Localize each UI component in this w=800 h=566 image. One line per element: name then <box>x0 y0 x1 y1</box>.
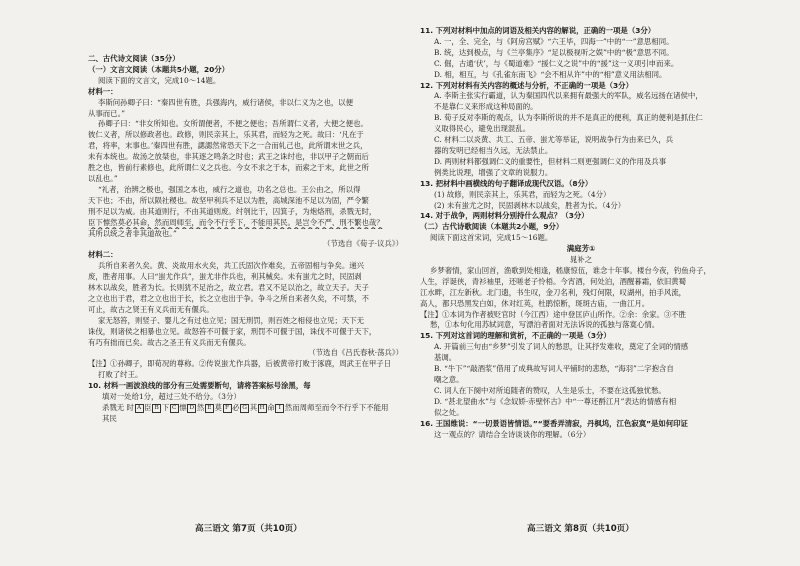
q15-option: A. 开篇前三句由“乡梦”引发了词人的愁思，让其抒发难收，奠定了全词的情感 <box>434 342 689 352</box>
q10-answer-box[interactable]: A <box>135 404 144 413</box>
m2-line: 有巧有拙而已矣。故古之圣王有义兵而无有偃兵。 <box>88 337 251 347</box>
q10-answer-box[interactable]: I <box>275 404 284 413</box>
q10-line: 填对一处给1分，超过三处不给分。（3分） <box>102 392 241 402</box>
m1-line: 其所以统之者非其道故也。” <box>88 228 177 238</box>
m2-line: 废，胜者用事。人曰“蚩尤作兵”，蚩尤非作兵也，利其械矣。未有蚩尤之时，民固剥 <box>88 272 362 282</box>
q12-option: 例类比说理，增强了文章的说服力。 <box>434 167 553 177</box>
q11-option: A. 一，全、完全，与《阿房宫赋》“六王毕，四海一”中的“一”意思相同。 <box>434 36 674 46</box>
m1-line: 君，将率，末事也。’秦四世有胜，諰諰然常恐天下之一合而轧己也，此所谓末世之兵， <box>88 141 368 151</box>
q10-answer-box[interactable]: B <box>152 404 161 413</box>
q11-line: 11. 下列对材料中加点的词语及相关内容的解说，正确的一项是（3分） <box>420 26 656 35</box>
sub2-instruction: 阅读下面这首宋词，完成15～16题。 <box>430 233 553 243</box>
m2-line: 诛伐，则诸侯之相暴也立见。故怒笞不可偃于家，刑罚不可偃于国，诛伐不可偃于天下， <box>88 326 377 336</box>
q11-option: D. 相，相互，与《孔雀东南飞》“会不相从许”中的“相”意义用法相同。 <box>434 69 667 79</box>
q15-option: C. 词人在下阕中对所追随者的赞叹，人生是乐士，不要在这孤独忧愁。 <box>434 385 666 395</box>
m1-line: 以乱也。” <box>88 173 118 183</box>
q15-line: 15. 下列对这首词的理解和赏析，不正确的一项是（3分） <box>420 331 611 341</box>
m2-line: 兵所自来者久矣。黄、炎故用水火矣，共工氏固次作难矣，五帝固相与争矣。递兴 <box>98 261 365 271</box>
poem-title: 满庭芳① <box>566 244 596 254</box>
q10-suffix: 然而周师至而令不行乎下不能用 <box>284 403 389 412</box>
q12-option: A. 李斯主张实行霸道，认为秦国四代以来拥有最强大的军队，威名远扬在诸侯中， <box>434 91 703 101</box>
q10-char: 命 <box>267 403 275 412</box>
q11-option: C. 倔，古通‘伏’，与《蜀道难》“援仁义之说”中的“援”这一义项引申而来。 <box>434 58 679 68</box>
material1-label: 材料一： <box>88 86 118 96</box>
page-footer-left: 高三语文 第7页（共10页） <box>195 524 302 534</box>
q10-answer-box[interactable]: D <box>187 404 196 413</box>
m2-line: 家无怒笞，则竖子、婴儿之有过也立见；国无刑罚，则百姓之相侵也立见；天下无 <box>98 315 365 325</box>
m2-line: 之立也出于君，君之立也出于长，长之立也出于争。争斗之所自来者久矣，不可禁，不 <box>88 293 369 303</box>
poem-line: 乡梦奢情，家山回首，渔歌到处相逢，嵇康惊伍，谁念十年事。楼台今夜，钓鱼舟子， <box>430 265 711 275</box>
note-line: 打败了纣王。 <box>98 370 143 380</box>
subsection-title: （一）文言文阅读（本题共5小题，20分） <box>88 64 230 74</box>
q11-option: B. 统，达到极点，与《兰亭集序》“足以极视听之娱”中的“极”意思不同。 <box>434 47 674 57</box>
q10-char: 然 <box>196 403 205 412</box>
q15-option: B. “牛下”“敲酒浆”借用了成典故写词人平铺时的悲愁，“海羽”二字抱含自 <box>434 364 674 374</box>
m1-line: 天下也；不由，所以陨社稷也。故坚甲利兵不足以为胜，高城深池不足以为固，严令繁 <box>88 195 369 205</box>
left-column <box>88 54 403 425</box>
q10-prefix: 杀戮无 <box>102 403 125 412</box>
sub2-title: （二）古代诗歌阅读（本题共2小题，9分） <box>420 222 564 232</box>
q10-tail: 其民 <box>102 413 117 423</box>
q15-option: 嘲之意。 <box>434 375 464 384</box>
q12-option: 不是靠仁义来形成这种局面的。 <box>434 102 538 112</box>
m2-line: 林木以战矣，胜者为长。长则犹不足治之，故立君。君又不足以治之，故立天子。天子 <box>88 283 369 293</box>
q10-char: 莫 <box>214 403 222 412</box>
q10-answer-box[interactable]: G <box>240 404 249 413</box>
m1-line: 刑不足以为威。由其道则行，不由其道则废。纣刳比干，囚箕子，为炮烙刑，杀戮无时， <box>88 206 377 216</box>
q12-option: B. 荀子反对李斯的观点，认为李斯所说的并不是真正的便利，真正的便利是抓住仁 <box>434 113 703 123</box>
page-footer-right: 高三语文 第8页（共10页） <box>527 524 634 534</box>
q10-char: 必 <box>232 403 240 412</box>
m1-source: （节选自《荀子·议兵》） <box>323 239 403 249</box>
q15-option: D. “甚北望曲水”与《念奴娇·赤壁怀古》中“一尊还酹江月”表达的情感有相 <box>434 396 677 406</box>
q10-char: 臣 <box>144 403 152 412</box>
m2-line: 可止，故古之贤王有义兵而无有偃兵。 <box>88 304 214 314</box>
poem-note: 【注】①本词为作者被贬官时（今江西）途中登匡庐山所作。②余：余家。③不胜 <box>420 309 687 319</box>
m1-line: 胜之也，皆前行素修也，此所谓仁义之兵也。今女不求之于本，而索之于末，此世之所 <box>88 163 369 173</box>
q10-answer-box[interactable]: E <box>205 404 214 413</box>
poem-author: 晁补之 <box>569 255 593 265</box>
m1-line: 彼仁义者，所以修政者也。政修，则民亲其上，乐其君，而轻为之死。故曰：‘凡在于 <box>88 130 364 140</box>
q10-char: 下 <box>161 403 170 412</box>
q10-answer-boxes <box>88 403 403 414</box>
q14-line: 14. 对于战争，两则材料分别持什么观点？（3分） <box>420 211 589 221</box>
right-column <box>420 26 742 440</box>
q13-item: (1) 故修，则民亲其上，乐其君，而轻为之死。（4分） <box>434 189 611 199</box>
q13-item: (2) 未有蚩尤之时，民固剥林木以战矣，胜者为长。（4分） <box>434 200 626 210</box>
q10-char: 其 <box>249 403 258 412</box>
m1-line: “礼者，治辨之极也，强国之本也，威行之道也，功名之总也。王公由之，所以得 <box>98 184 361 194</box>
q12-line: 12. 下列对材料有关内容的概述与分析，不正确的一项是（3分） <box>420 80 633 90</box>
q10-line: 10. 材料一画波浪线的部分有三处需要断句，请将答案标号涂黑，每 <box>88 381 311 391</box>
m1-line: 未有本统也。故汤之放桀也，非其逐之鸣条之时也；武王之诛纣也，非以甲子之朝而后 <box>88 152 369 162</box>
q15-option: 基调。 <box>434 353 457 363</box>
section-title: 二、古代诗文阅读（35分） <box>88 54 180 63</box>
q12-option: 义取得民心，避免出现混乱。 <box>434 124 531 134</box>
instruction: 阅读下面的文言文，完成10～14题。 <box>98 75 221 85</box>
m1-line: 从事而已。” <box>88 108 126 118</box>
q12-option: D. 两则材料都强调仁义的重要性，但材料二则更强调仁义的作用及兵事 <box>434 156 667 166</box>
q10-answer-box[interactable]: C <box>170 404 179 413</box>
q10-char: 懔 <box>179 403 187 412</box>
q10-answer-box[interactable]: H <box>259 404 265 411</box>
q10-answer-box[interactable]: F <box>223 404 232 413</box>
q16-line: 16. 王国维说：“一切景语皆情语。”“要香弄清寂，丹枫坞，江色寂寞”是如何印证 <box>420 418 688 428</box>
poem-line: 高人，都只恐黑发白如，休对红英，杜鹃惊断，斑斑古庙，一曲江月。 <box>420 298 650 308</box>
q13-line: 13. 把材料中画横线的句子翻译成现代汉语。（8分） <box>420 178 593 188</box>
note-line: 【注】①孙卿子，即荀况的尊称。②传说蚩尤作兵器，后被黄帝打败于涿鹿，周武王在甲子日 <box>88 359 392 369</box>
q12-option: 器的发明已经相当久远，无法禁止。 <box>434 145 553 155</box>
m2-source: （节选自《吕氏春秋·荡兵》） <box>308 348 403 358</box>
q10-char: 时 <box>126 403 134 412</box>
m1-line-wavy: 臣下懔然莫必其命，然而周师至，而令不行乎下，不能用其民。是岂令不严、刑不繁也哉？ <box>88 217 384 227</box>
q16-line: 这一观点的？请结合全诗谈谈你的理解。（6分） <box>434 429 591 439</box>
poem-line: 江水畔，江左新秋。北门遗，书生叹，金刀名利，残灯何限，叹湖州，拍手风流， <box>420 287 687 297</box>
m1-line: 孙卿子曰：“非女所知也。女所谓便者，不便之便也；吾所谓仁义者，大便之便也。 <box>98 119 368 129</box>
m1-line: 李斯问孙卿子曰：“秦四世有胜，兵强海内，威行诸侯，非以仁义为之也，以便 <box>98 97 354 107</box>
poem-line: 人生，浮诞侠，青衫袖里，还嗟老子怜梧。今宵酒，何处泊，酒醒暮霜，依旧黄蜀 <box>420 276 687 286</box>
q12-option: C. 材料二以炎黄、共工、五帝、蚩尤等举证，说明战争行为由来已久，兵 <box>434 135 674 145</box>
q15-option: 似之处。 <box>434 407 464 417</box>
poem-note: 愁，①本句化用苏轼词意，写漂泊者面对无法诉说的孤独与落寞心情。 <box>430 320 660 330</box>
material2-label: 材料二： <box>88 250 118 260</box>
